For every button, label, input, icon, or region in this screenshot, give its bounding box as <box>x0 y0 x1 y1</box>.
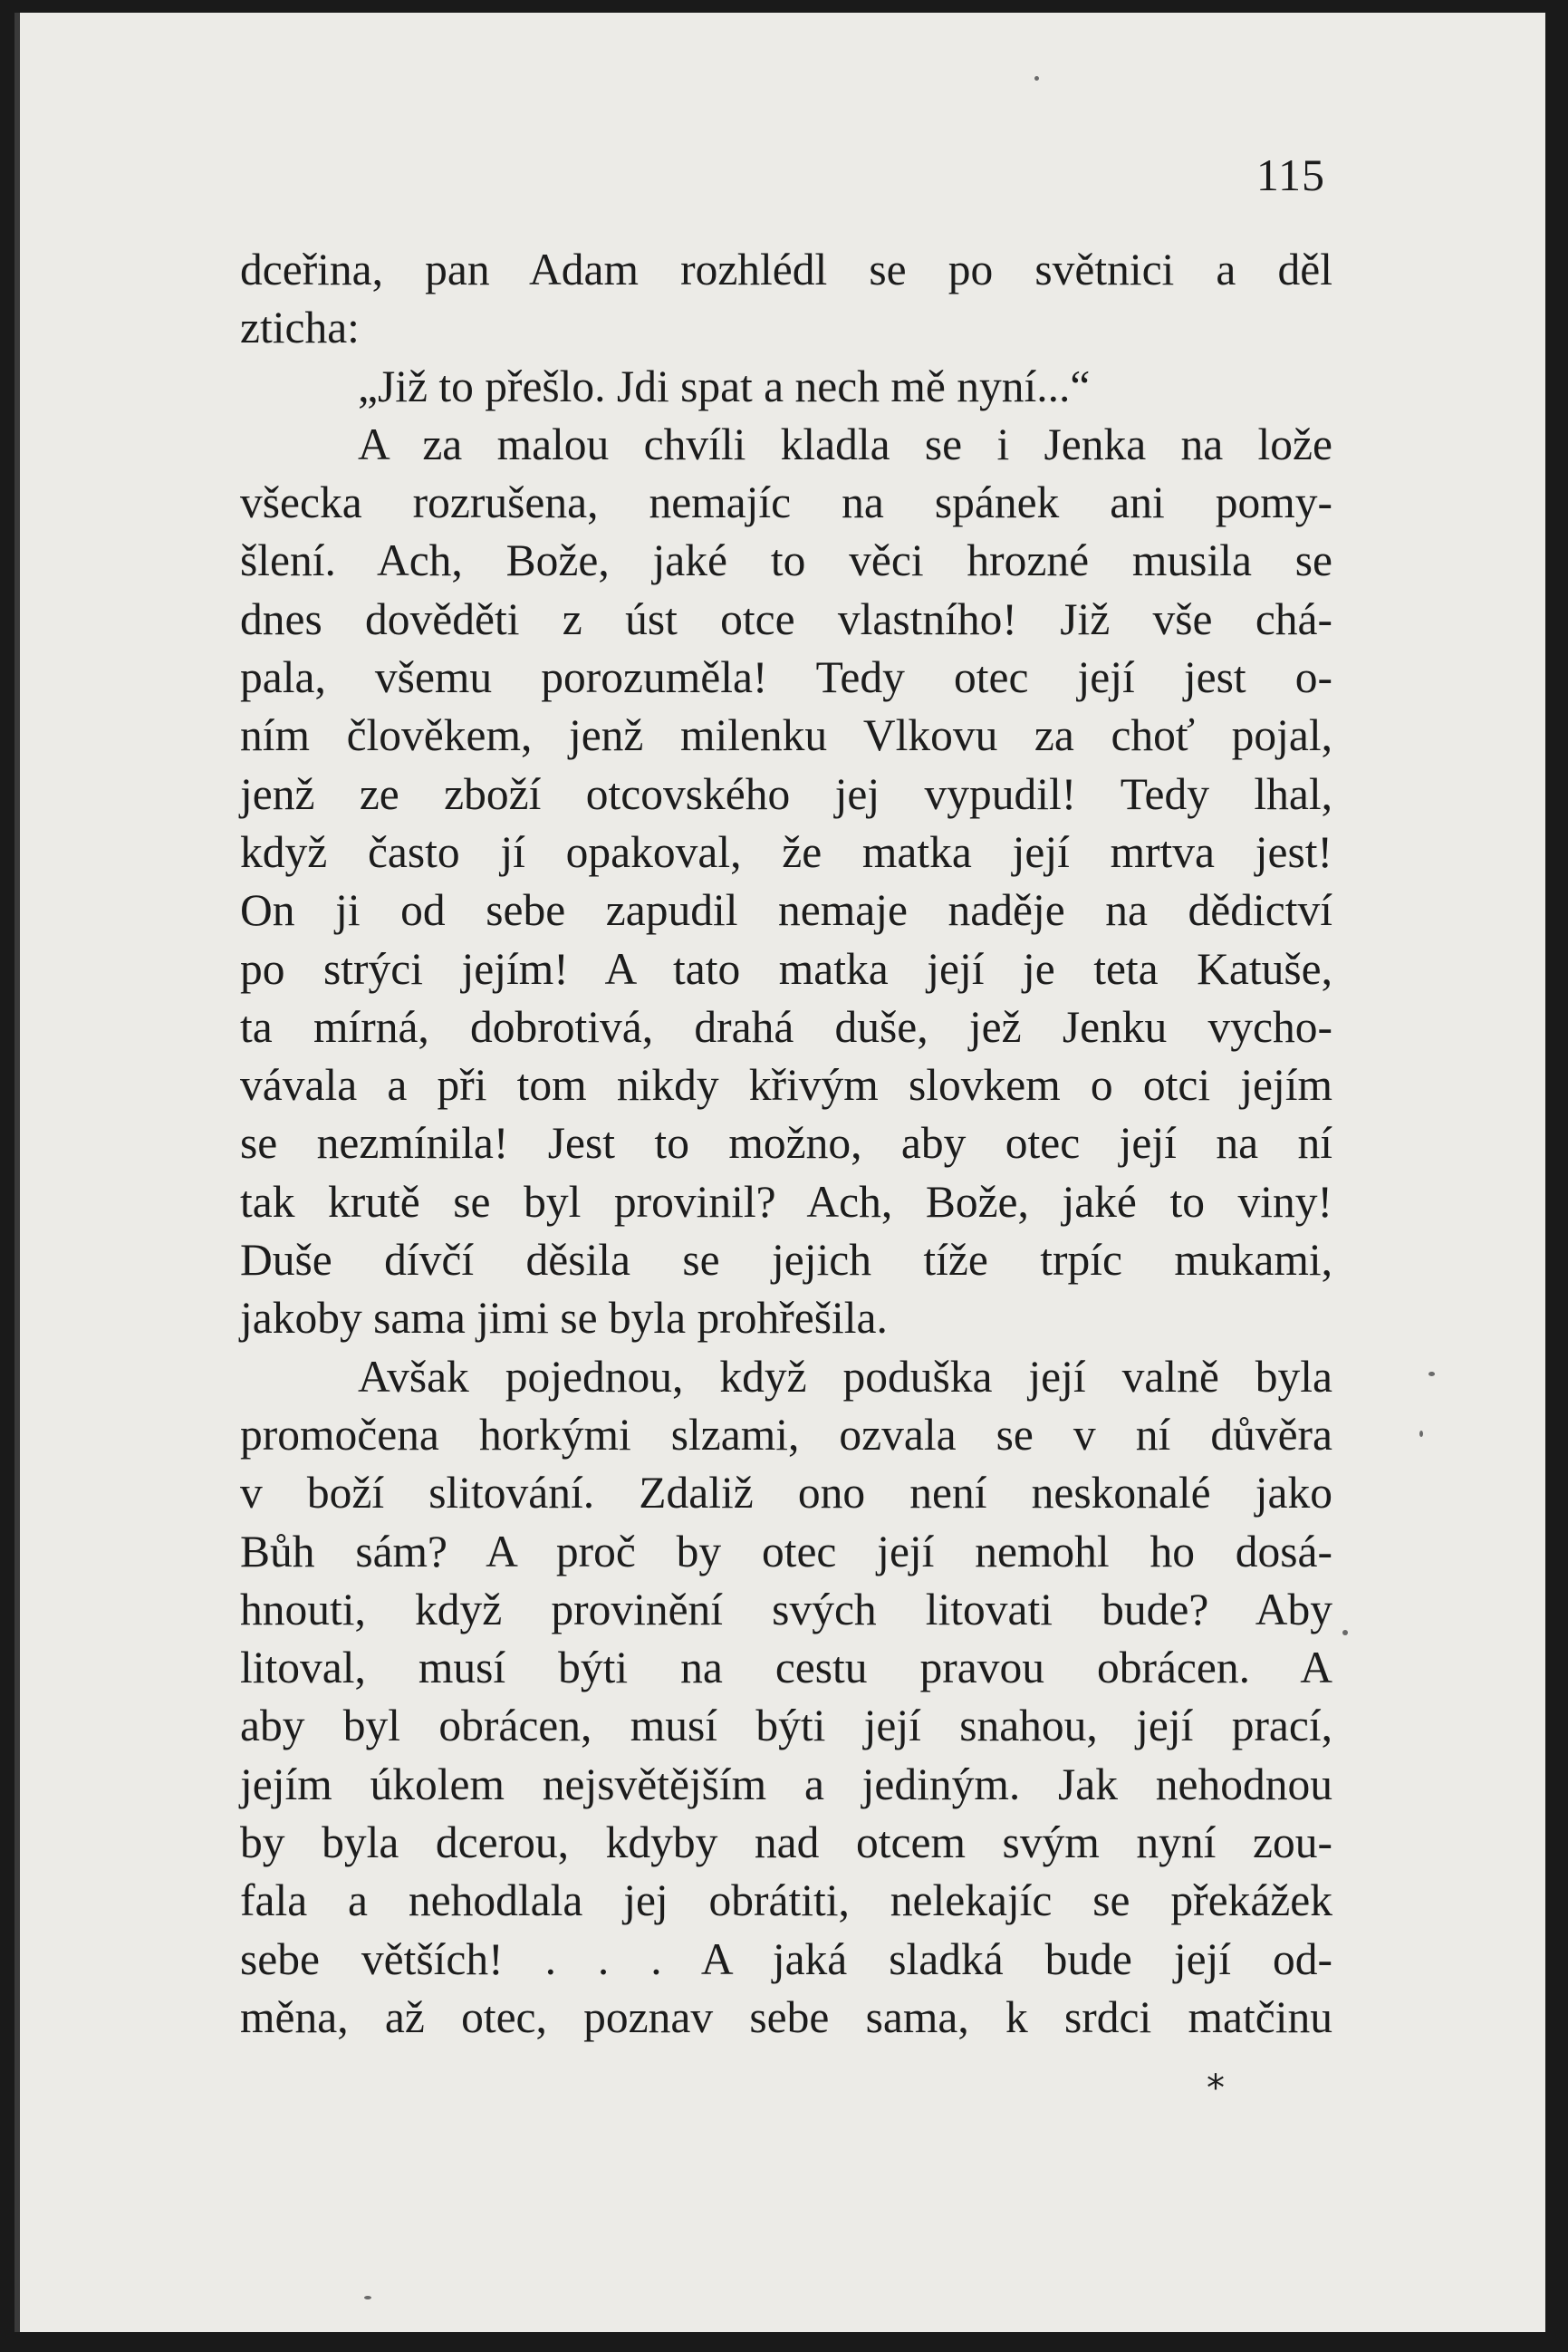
text-line: ta mírná, dobrotivá, drahá duše, jež Jenku vycho- <box>240 1001 1332 1052</box>
text-line: Avšak pojednou, když poduška její valně byla <box>358 1351 1332 1402</box>
text-line: aby byl obrácen, musí býti její snahou, její prací, <box>240 1701 1332 1751</box>
text-line: se nezmínila! Jest to možno, aby otec její na ní <box>240 1118 1332 1169</box>
text-line: „Již to přešlo. Jdi spat a nech mě nyní...“ <box>358 361 1091 411</box>
text-line: Duše dívčí děsila se jejich tíže trpíc mukami, <box>240 1235 1332 1286</box>
text-line: fala a nehodlala jej obrátiti, nelekajíc se překážek <box>240 1875 1332 1926</box>
text-line: šlení. Ach, Bože, jaké to věci hrozné musila se <box>240 535 1332 586</box>
text-line: jejím úkolem nejsvětějším a jediným. Jak nehodnou <box>240 1759 1332 1809</box>
text-line: když často jí opakoval, že matka její mrtva jest! <box>240 826 1332 877</box>
body-text <box>240 241 1332 2047</box>
print-speck <box>1034 76 1039 81</box>
text-line: tak krutě se byl provinil? Ach, Bože, jaké to viny! <box>240 1176 1332 1227</box>
text-line: zticha: <box>240 303 360 353</box>
signature-mark: * <box>1207 2068 1225 2109</box>
text-line: všecka rozrušena, nemajíc na spánek ani pomy- <box>240 477 1332 528</box>
text-line: hnouti, když provinění svých litovati bude? Aby <box>240 1584 1332 1634</box>
text-line: promočena horkými slzami, ozvala se v ní důvěra <box>240 1409 1332 1460</box>
print-speck <box>1419 1431 1423 1437</box>
book-page <box>14 13 1545 2332</box>
text-line: v boží slitování. Zdaliž ono není neskonalé jako <box>240 1468 1332 1518</box>
text-line: On ji od sebe zapudil nemaje naděje na dědictví <box>240 885 1332 936</box>
print-speck <box>364 2296 371 2299</box>
text-line: dnes dověděti z úst otce vlastního! Již vše chá- <box>240 593 1332 644</box>
print-speck <box>1429 1372 1435 1376</box>
text-line: jenž ze zboží otcovského jej vypudil! Tedy lhal, <box>240 768 1332 819</box>
text-line: pala, všemu porozuměla! Tedy otec její jest o- <box>240 652 1332 703</box>
print-speck <box>1342 1630 1348 1635</box>
text-line: vávala a při tom nikdy křivým slovkem o otci jejím <box>240 1060 1332 1111</box>
text-line: by byla dcerou, kdyby nad otcem svým nyní zou- <box>240 1817 1332 1868</box>
text-line: ním člověkem, jenž milenku Vlkovu za choť pojal, <box>240 710 1332 761</box>
text-line: sebe větších! . . . A jaká sladká bude její od- <box>240 1933 1332 1984</box>
page-number: 115 <box>1255 149 1325 200</box>
text-line: Bůh sám? A proč by otec její nemohl ho dosá- <box>240 1526 1332 1576</box>
text-line: měna, až otec, poznav sebe sama, k srdci matčinu <box>240 1991 1332 2042</box>
text-line: po strýci jejím! A tato matka její je teta Katuše, <box>240 943 1332 994</box>
text-line: jakoby sama jimi se byla prohřešila. <box>240 1293 888 1344</box>
text-line: dceřina, pan Adam rozhlédl se po světnici a děl <box>240 245 1332 294</box>
text-line: A za malou chvíli kladla se i Jenka na lože <box>358 419 1332 469</box>
text-line: litoval, musí býti na cestu pravou obrácen. A <box>240 1643 1332 1693</box>
